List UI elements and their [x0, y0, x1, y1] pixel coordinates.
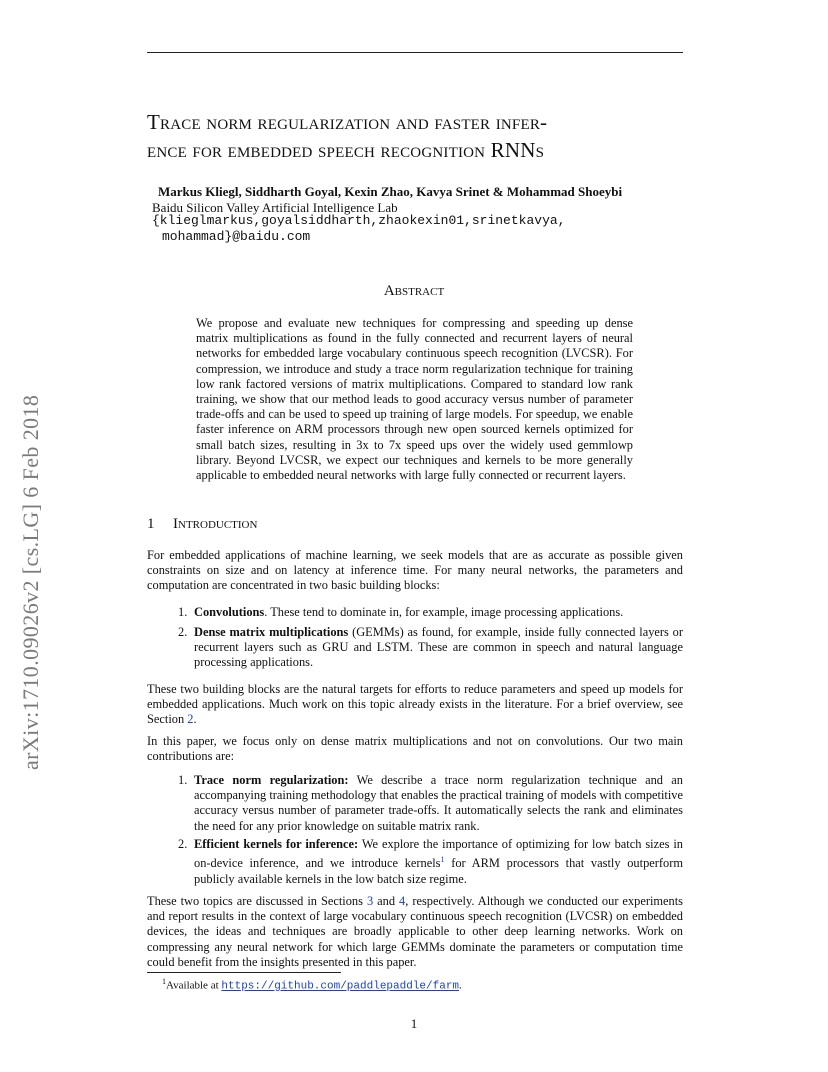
footnote-rule: [147, 972, 341, 973]
list-item-bold: Efficient kernels for inference:: [194, 837, 359, 851]
section-heading: [147, 516, 257, 533]
paragraph-text: .: [193, 712, 197, 727]
list-item: [178, 625, 683, 671]
paper-title: [147, 108, 687, 164]
footnote-ref-link[interactable]: 1: [440, 855, 445, 865]
section-title: Introduction: [173, 516, 258, 532]
list-item-text: We describe a trace norm regularization technique and an accompanying training methodology that enables the practical training of models with competitive accuracy versus number of parameter trade-offs. It automatically selects the rank and eliminates the need for any prior knowledge on suitable matrix rank.: [194, 773, 683, 833]
list-item: [178, 773, 683, 834]
author-list: Markus Kliegl, Siddharth Goyal, Kexin Zhao, Kavya Srinet & Mohammad Shoeybi: [158, 184, 623, 199]
footnote-text: Available at: [166, 979, 222, 992]
paragraph-text: , respectively. Although we conducted our experiments and report results in the context of large vocabulary continuous speech recognition (LVCSR) on embedded devices, the ideas and techniques are broadly applicable to other deep learning networks. Work on compressing any neural network for which large GEMMs dominate the parameters or computation time could benefit from the insights presented in this paper.: [147, 894, 683, 969]
arxiv-side-stamp: arXiv:1710.09026v2 [cs.LG] 6 Feb 2018: [18, 394, 43, 770]
list-item-number: 2.: [178, 625, 188, 639]
paragraph-text: These two building blocks are the natural targets for efforts to reduce parameters and speed up models for embedded applications. Much work on this topic already exists in the literature. For a brief overview, see Section: [147, 682, 683, 727]
list-item: [178, 837, 683, 887]
footnote-mark: 1: [162, 977, 166, 986]
list-item-number: 2.: [178, 837, 188, 851]
section-number: 1: [147, 516, 155, 532]
intro-paragraph-3: In this paper, we focus only on dense matrix multiplications and not on convolutions. Our two main contributions are:: [147, 734, 683, 764]
section-ref-link[interactable]: 2: [187, 712, 194, 727]
intro-paragraph-4: [147, 894, 683, 970]
list-item-text: (GEMMs) as found, for example, inside fully connected layers or recurrent layers such as GRU and LSTM. These are common in speech and natural language processing applications.: [194, 625, 683, 670]
intro-paragraph-1: For embedded applications of machine learning, we seek models that are as accurate as possible given constraints on size and on latency at inference time. For many neural networks, the parameters and computation are concentrated in two basic building blocks:: [147, 548, 683, 593]
abstract-text: We propose and evaluate new techniques for compressing and speeding up dense matrix multiplications as found in the fully connected and recurrent layers of neural networks for embedded large vocabulary continuous speech recognition (LVCSR). For compression, we introduce and study a trace norm regularization technique for training low rank factored versions of matrix multiplications. Compared to standard low rank training, we show that our method leads to good accuracy versus number of parameter trade-offs and can be used to speed up training of large models. For speedup, we enable faster inference on ARM processors through new open sourced kernels optimized for small batch sizes, resulting in 3x to 7x speed ups over the widely used gemmlowp library. Beyond LVCSR, we expect our techniques and kernels to be more generally applicable to embedded neural networks with large fully connected or recurrent layers.: [196, 316, 633, 483]
title-line-2: ence for embedded speech recognition RNNs: [147, 138, 545, 162]
intro-paragraph-2: [147, 682, 683, 728]
list-item-number: 1.: [178, 605, 188, 619]
top-rule: [147, 52, 683, 53]
list-item-text: . These tend to dominate in, for example, image processing applications.: [264, 605, 624, 619]
list-item-text: We explore the importance of optimizing for low batch sizes in on-device inference, and we introduce kernels: [194, 837, 683, 871]
paragraph-text: and: [373, 894, 400, 908]
list-item-bold: Dense matrix multiplications: [194, 625, 349, 639]
footnote-end: .: [459, 979, 462, 992]
list-item-bold: Trace norm regularization:: [194, 773, 349, 787]
page-number: 1: [410, 1016, 418, 1031]
footnote: [162, 977, 462, 993]
list-item-number: 1.: [178, 773, 188, 787]
affiliation: Baidu Silicon Valley Artificial Intelligence Lab: [152, 200, 398, 215]
list-item-bold: Convolutions: [194, 605, 265, 619]
section-ref-link[interactable]: 3: [366, 894, 374, 908]
title-line-1: Trace norm regularization and faster infer-: [147, 110, 548, 134]
abstract-heading: Abstract: [383, 283, 445, 299]
list-item-text: for ARM processors that vastly outperform publicly available kernels in the low batch size regime.: [194, 856, 683, 886]
list-item: [178, 605, 683, 620]
paragraph-text: These two topics are discussed in Sections: [147, 894, 367, 908]
email-line-2: mohammad}@baidu.com: [162, 229, 311, 244]
email-line-1: {klieglmarkus,goyalsiddharth,zhaokexin01,srinetkavya,: [152, 213, 566, 228]
footnote-url-link[interactable]: https://github.com/paddlepaddle/farm: [221, 980, 460, 993]
section-ref-link[interactable]: 4: [399, 894, 406, 908]
